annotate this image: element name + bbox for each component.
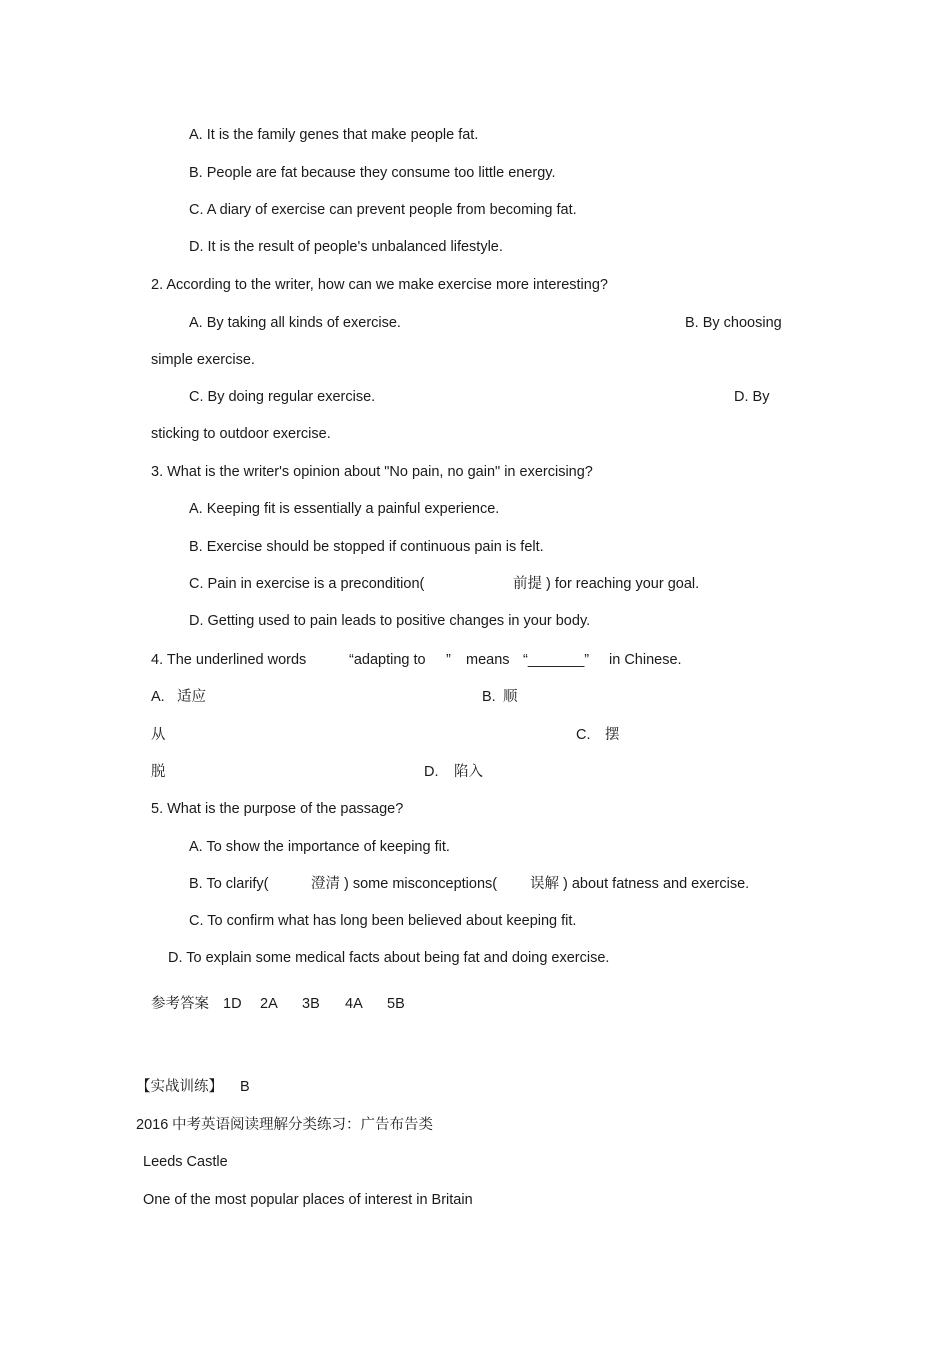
q3-option-d: D. Getting used to pain leads to positive changes in your body.	[189, 613, 591, 629]
q4-question-blank: “_______”	[523, 652, 590, 668]
answer-item: 1D	[223, 996, 242, 1012]
q5-option-a: A. To show the importance of keeping fit.	[189, 839, 450, 855]
section-letter: B	[240, 1079, 250, 1095]
q1-option-d: D. It is the result of people's unbalanced lifestyle.	[189, 239, 503, 255]
q4-question-part4: means	[466, 652, 510, 668]
q4-option-d-label: D.	[424, 764, 439, 780]
q1-option-c: C. A diary of exercise can prevent people from becoming fat.	[189, 202, 577, 218]
q5-question: 5. What is the purpose of the passage?	[151, 801, 404, 817]
q3-option-c-gloss: 前提	[513, 576, 542, 592]
answer-item: 3B	[302, 996, 320, 1012]
q4-option-a-label: A.	[151, 689, 165, 705]
answer-item: 5B	[387, 996, 405, 1012]
q4-question-part1: 4. The underlined words	[151, 652, 307, 668]
q3-option-c-part1: C. Pain in exercise is a precondition(	[189, 576, 425, 592]
q5-option-c: C. To confirm what has long been believed about keeping fit.	[189, 913, 577, 929]
q4-option-b-text: 顺	[503, 689, 518, 705]
q2-option-c: C. By doing regular exercise.	[189, 389, 376, 405]
q4-option-c-end: 脱	[151, 764, 166, 780]
q2-option-b-end: simple exercise.	[151, 352, 255, 368]
answers-label: 参考答案	[151, 996, 209, 1012]
q2-question: 2. According to the writer, how can we make exercise more interesting?	[151, 277, 608, 293]
q4-option-c-label: C.	[576, 727, 591, 743]
q5-option-b-gloss2: 误解	[530, 876, 559, 892]
q2-option-b-start: B. By choosing	[685, 315, 782, 331]
q4-option-a-text: 适应	[177, 689, 206, 705]
section-title-year: 2016	[136, 1117, 169, 1133]
q3-option-a: A. Keeping fit is essentially a painful experience.	[189, 501, 500, 517]
q4-question-part2: “adapting to	[349, 652, 426, 668]
answer-item: 4A	[345, 996, 363, 1012]
q4-option-d-text: 陷入	[454, 764, 483, 780]
q4-question-part3: ”	[446, 652, 451, 668]
q1-option-b: B. People are fat because they consume too little energy.	[189, 165, 556, 181]
q5-option-b-part3: ) some misconceptions(	[344, 876, 498, 892]
section-title: 中考英语阅读理解分类练习：广告布告类	[172, 1117, 433, 1133]
section-heading: 【实战训练】	[136, 1079, 223, 1095]
q2-option-d-start: D. By	[734, 389, 770, 405]
q4-question-part6: in Chinese.	[609, 652, 682, 668]
q2-option-d-end: sticking to outdoor exercise.	[151, 426, 331, 442]
q1-option-a: A. It is the family genes that make people fat.	[189, 127, 479, 143]
q4-option-b-label: B.	[482, 689, 496, 705]
q4-option-b-end: 从	[151, 727, 166, 743]
q3-option-c-part3: ) for reaching your goal.	[546, 576, 700, 592]
q3-option-b: B. Exercise should be stopped if continuous pain is felt.	[189, 539, 544, 555]
passage-subtitle: One of the most popular places of interest in Britain	[143, 1192, 473, 1208]
q5-option-b-part5: ) about fatness and exercise.	[563, 876, 750, 892]
q4-option-c-text: 摆	[605, 727, 620, 743]
q3-question: 3. What is the writer's opinion about "No pain, no gain" in exercising?	[151, 464, 593, 480]
passage-title: Leeds Castle	[143, 1154, 228, 1170]
answer-item: 2A	[260, 996, 278, 1012]
q5-option-b-gloss1: 澄清	[311, 876, 340, 892]
q5-option-b-part1: B. To clarify(	[189, 876, 269, 892]
q2-option-a: A. By taking all kinds of exercise.	[189, 315, 401, 331]
q5-option-d: D. To explain some medical facts about being fat and doing exercise.	[168, 950, 610, 966]
